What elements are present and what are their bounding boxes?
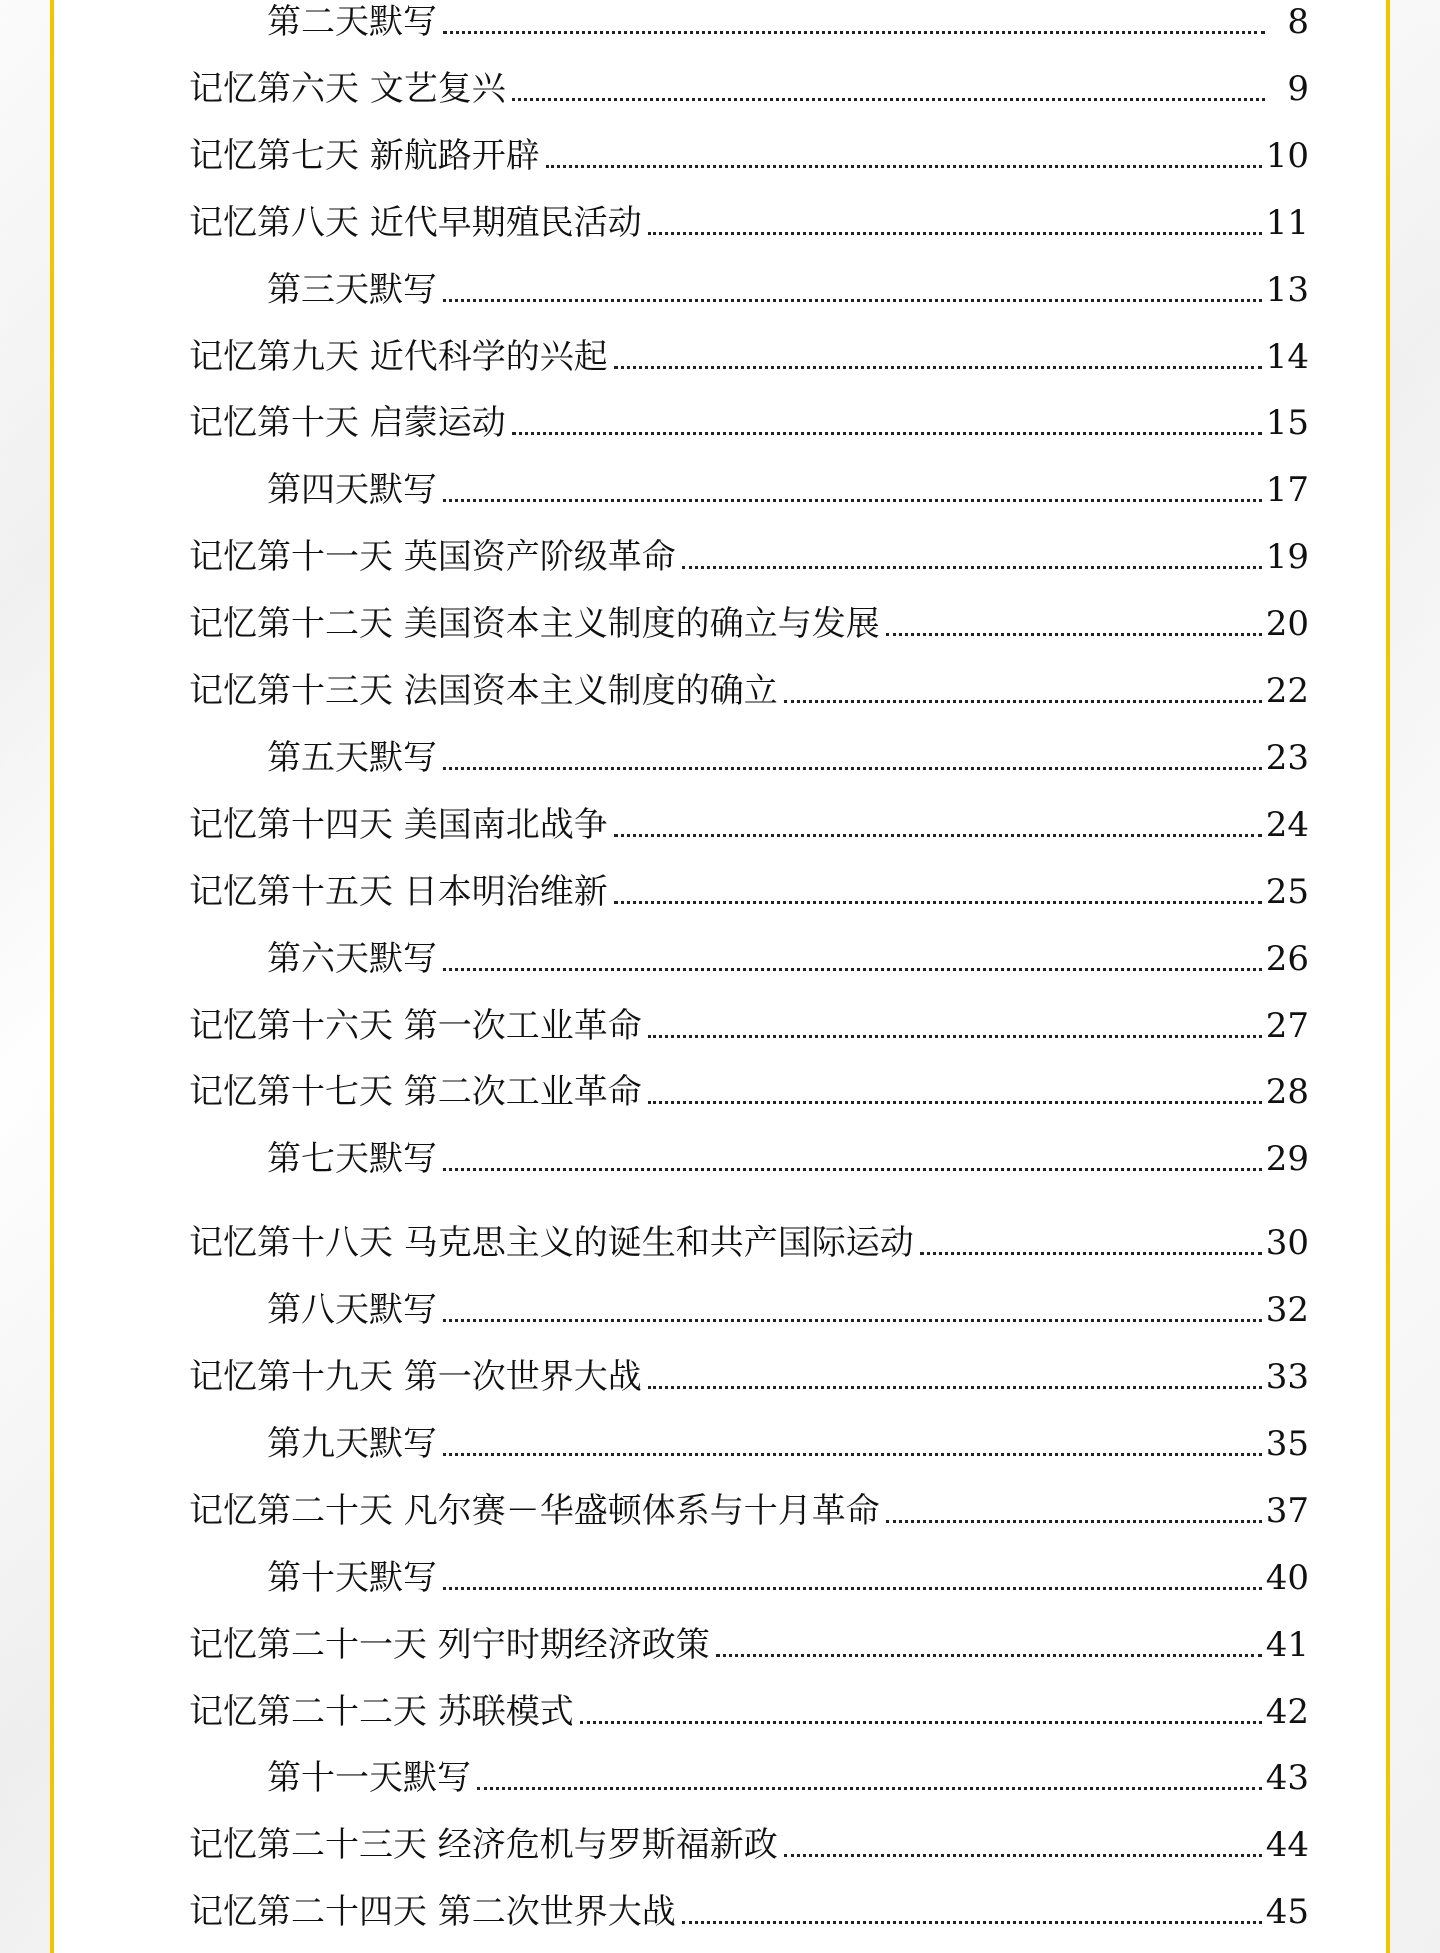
- dot-leader: [784, 1854, 1262, 1857]
- dot-leader: [443, 31, 1265, 34]
- toc-sub-entry[interactable]: [189, 933, 1309, 985]
- toc-entry[interactable]: [189, 665, 1309, 717]
- toc-page-number: 20: [1265, 604, 1309, 645]
- toc-page-number: 8: [1287, 2, 1309, 42]
- dot-leader: [443, 499, 1262, 502]
- toc-page-number: 45: [1265, 1892, 1309, 1933]
- toc-entry-title: 记忆第十八天 马克思主义的诞生和共产国际运动: [189, 1223, 914, 1264]
- toc-sub-entry[interactable]: [189, 732, 1309, 784]
- toc-sub-entry[interactable]: [189, 1133, 1309, 1185]
- toc-entry-title: 第四天默写: [267, 470, 437, 511]
- dot-leader: [614, 834, 1262, 837]
- toc-entry-title: 第二天默写: [267, 2, 437, 42]
- toc-page-number: 42: [1265, 1691, 1309, 1732]
- toc-sub-entry[interactable]: [189, 464, 1309, 516]
- toc-entry[interactable]: [189, 197, 1309, 249]
- toc-entry-title: 第三天默写: [267, 269, 437, 310]
- dot-leader: [443, 968, 1262, 971]
- toc-sub-entry[interactable]: [189, 0, 1309, 48]
- toc-entry[interactable]: [189, 866, 1309, 918]
- document-page: [50, 0, 1390, 1953]
- toc-entry[interactable]: [189, 1686, 1309, 1738]
- toc-sub-entry[interactable]: [189, 1418, 1309, 1470]
- dot-leader: [477, 1787, 1262, 1790]
- dot-leader: [614, 901, 1262, 904]
- toc-entry[interactable]: [189, 1886, 1309, 1938]
- toc-entry-title: 记忆第十二天 美国资本主义制度的确立与发展: [189, 604, 880, 645]
- dot-leader: [546, 165, 1262, 168]
- toc-sub-entry[interactable]: [189, 1752, 1309, 1804]
- dot-leader: [920, 1252, 1262, 1255]
- toc-entry[interactable]: [189, 1819, 1309, 1871]
- toc-entry-title: 记忆第十五天 日本明治维新: [189, 871, 608, 912]
- toc-page-number: 19: [1265, 537, 1309, 578]
- toc-entry-title: 记忆第十九天 第一次世界大战: [189, 1357, 642, 1397]
- toc-entry[interactable]: [189, 1619, 1309, 1671]
- toc-entry[interactable]: [189, 1000, 1309, 1052]
- dot-leader: [512, 98, 1265, 101]
- toc-page-number: 35: [1265, 1423, 1309, 1464]
- toc-entry-title: 记忆第十四天 美国南北战争: [189, 804, 608, 845]
- toc-entry[interactable]: [189, 1485, 1309, 1537]
- toc-entry-title: 记忆第十天 启蒙运动: [189, 403, 506, 444]
- toc-page-number: 40: [1265, 1557, 1309, 1598]
- toc-entry-title: 记忆第七天 新航路开辟: [189, 135, 540, 176]
- dot-leader: [512, 432, 1262, 435]
- toc-page-number: 44: [1265, 1825, 1309, 1866]
- toc-page-number: 9: [1287, 68, 1309, 109]
- toc-page-number: 24: [1265, 804, 1309, 845]
- toc-entry-title: 记忆第二十二天 苏联模式: [189, 1691, 574, 1732]
- toc-entry-title: 第六天默写: [267, 938, 437, 979]
- dot-leader: [443, 1319, 1262, 1322]
- dot-leader: [784, 700, 1262, 703]
- dot-leader: [648, 1386, 1262, 1389]
- toc-page-number: 13: [1265, 269, 1309, 310]
- toc-entry-title: 第五天默写: [267, 737, 437, 778]
- toc-page-number: 43: [1265, 1758, 1309, 1799]
- toc-page-number: 14: [1265, 336, 1309, 377]
- toc-entry[interactable]: [189, 1217, 1309, 1269]
- toc-page-number: 33: [1265, 1357, 1309, 1397]
- toc-page-number: 23: [1265, 737, 1309, 778]
- dot-leader: [614, 366, 1262, 369]
- toc-sub-entry[interactable]: [189, 1552, 1309, 1604]
- dot-leader: [443, 767, 1262, 770]
- toc-entry-title: 记忆第二十一天 列宁时期经济政策: [189, 1624, 710, 1665]
- toc-entry-title: 记忆第二十天 凡尔赛－华盛顿体系与十月革命: [189, 1490, 880, 1531]
- toc-entry-title: 记忆第十六天 第一次工业革命: [189, 1005, 642, 1046]
- dot-leader: [443, 1168, 1262, 1171]
- toc-entry-title: 记忆第八天 近代早期殖民活动: [189, 202, 642, 243]
- toc-page-number: 27: [1265, 1005, 1309, 1046]
- toc-page-number: 41: [1265, 1624, 1309, 1665]
- dot-leader: [648, 232, 1262, 235]
- toc-page-number: 37: [1265, 1490, 1309, 1531]
- dot-leader: [443, 1587, 1262, 1590]
- toc-entry[interactable]: [189, 63, 1309, 115]
- toc-page-number: 22: [1265, 671, 1309, 711]
- toc-page-number: 29: [1265, 1139, 1309, 1180]
- toc-page-number: 17: [1265, 470, 1309, 511]
- toc-page-number: 32: [1265, 1290, 1309, 1331]
- toc-entry-title: 记忆第十七天 第二次工业革命: [189, 1072, 642, 1113]
- toc-entry-title: 第九天默写: [267, 1423, 437, 1464]
- toc-entry-title: 记忆第二十三天 经济危机与罗斯福新政: [189, 1825, 778, 1866]
- dot-leader: [682, 566, 1262, 569]
- dot-leader: [682, 1921, 1262, 1924]
- toc-entry-title: 第十天默写: [267, 1557, 437, 1598]
- dot-leader: [886, 1520, 1262, 1523]
- toc-entry-title: 记忆第二十四天 第二次世界大战: [189, 1892, 676, 1933]
- toc-page-number: 30: [1265, 1223, 1309, 1264]
- toc-entry[interactable]: [189, 331, 1309, 383]
- toc-entry-title: 记忆第九天 近代科学的兴起: [189, 336, 608, 377]
- toc-entry[interactable]: [189, 531, 1309, 583]
- toc-entry-title: 第八天默写: [267, 1290, 437, 1331]
- toc-entry[interactable]: [189, 598, 1309, 650]
- dot-leader: [443, 1453, 1262, 1456]
- toc-entry-title: 第十一天默写: [267, 1758, 471, 1799]
- dot-leader: [648, 1035, 1262, 1038]
- toc-entry[interactable]: [189, 799, 1309, 851]
- dot-leader: [716, 1654, 1262, 1657]
- toc-entry[interactable]: [189, 397, 1309, 449]
- toc-page-number: 28: [1265, 1072, 1309, 1113]
- toc-entry-title: 记忆第十一天 英国资产阶级革命: [189, 537, 676, 578]
- toc-sub-entry[interactable]: [189, 1284, 1309, 1336]
- toc-entry[interactable]: [189, 1066, 1309, 1118]
- toc-entry-title: 记忆第六天 文艺复兴: [189, 68, 506, 109]
- toc-sub-entry[interactable]: [189, 264, 1309, 316]
- toc-entry[interactable]: [189, 130, 1309, 182]
- toc-page-number: 10: [1265, 135, 1309, 176]
- toc-entry-title: 记忆第十三天 法国资本主义制度的确立: [189, 671, 778, 711]
- toc-entry[interactable]: [189, 1351, 1309, 1403]
- toc-entry-title: 第七天默写: [267, 1139, 437, 1180]
- toc-page-number: 26: [1265, 938, 1309, 979]
- dot-leader: [886, 633, 1262, 636]
- toc-page-number: 25: [1265, 871, 1309, 912]
- dot-leader: [580, 1721, 1262, 1724]
- dot-leader: [648, 1101, 1262, 1104]
- dot-leader: [443, 299, 1262, 302]
- toc-page-number: 11: [1265, 202, 1309, 243]
- toc-page-number: 15: [1265, 403, 1309, 444]
